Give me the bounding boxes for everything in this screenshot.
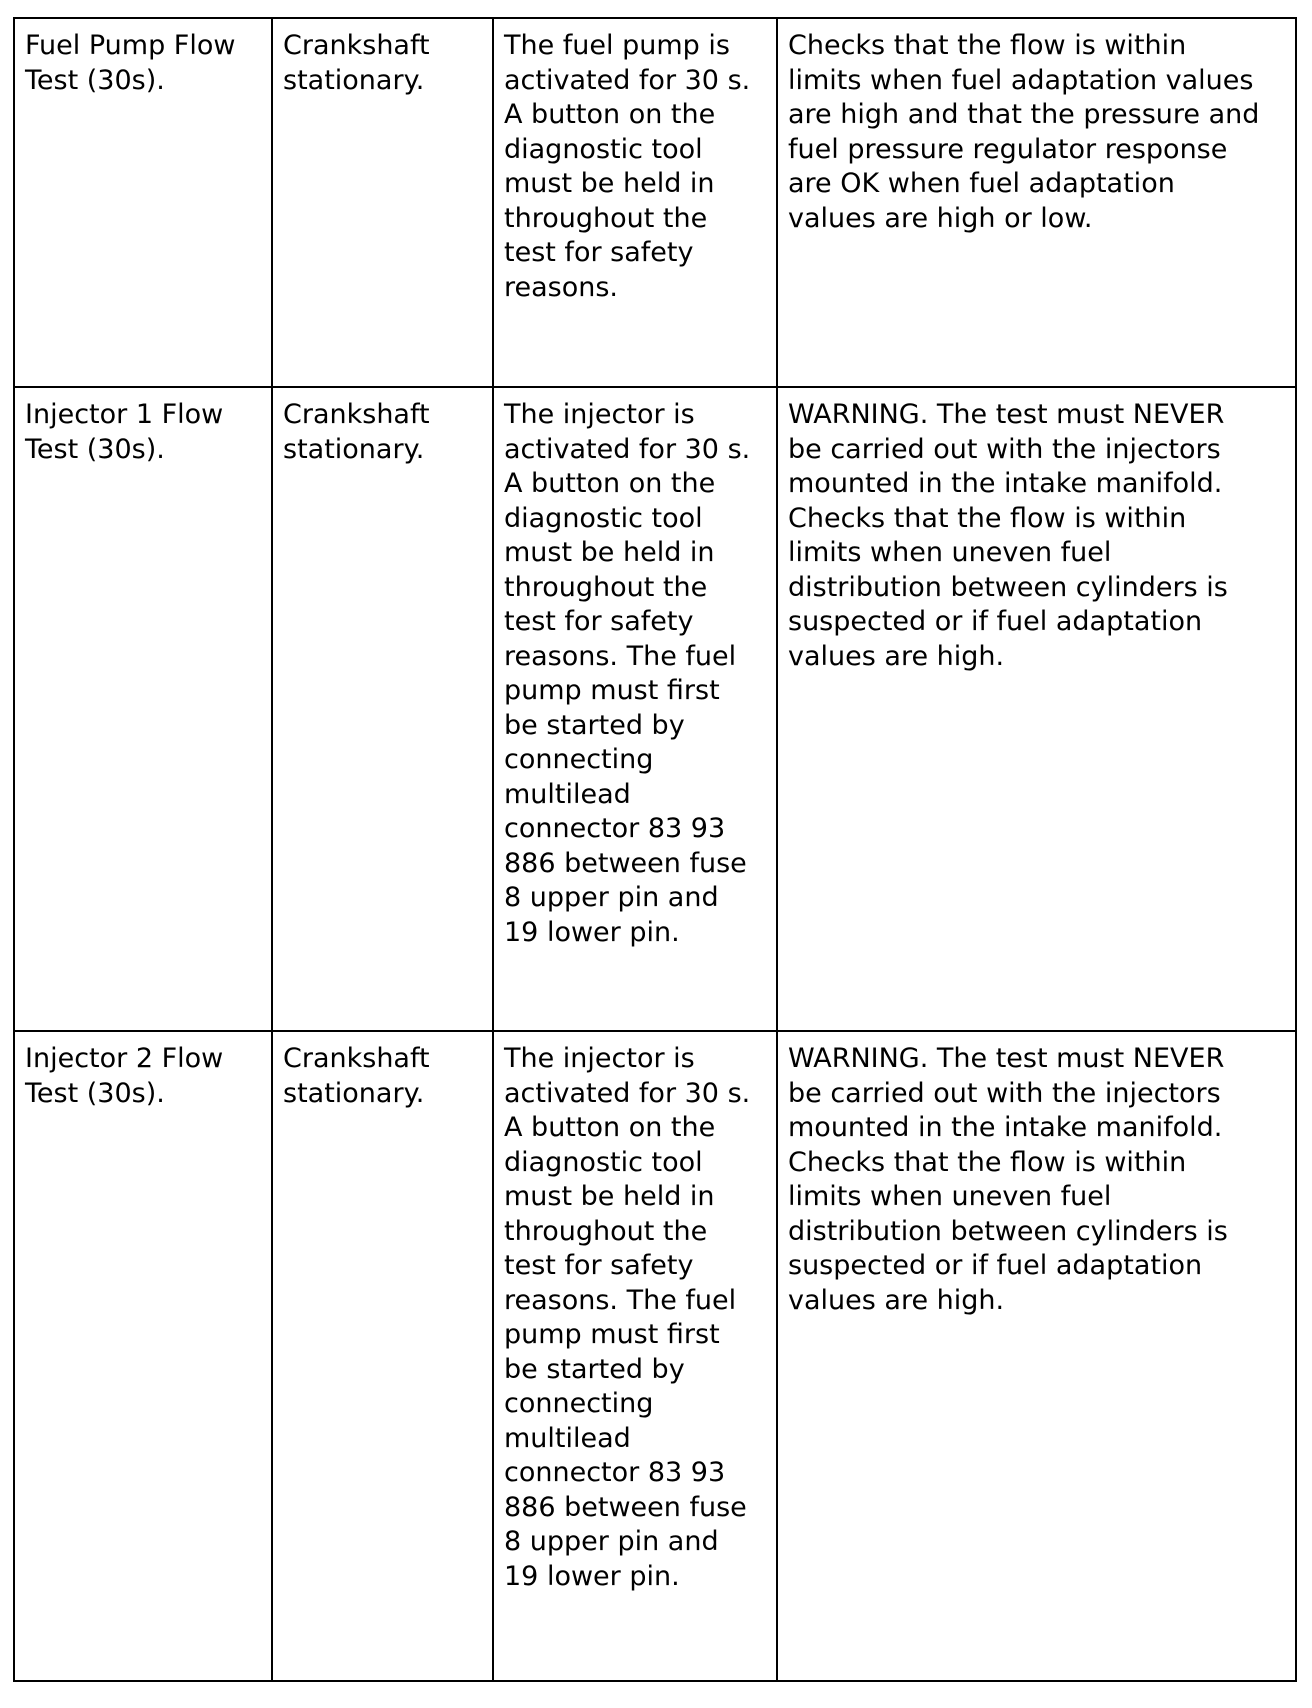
condition-cell: Crankshaft stationary. — [272, 387, 493, 1031]
test-name-cell: Injector 2 Flow Test (30s). — [14, 1031, 272, 1681]
test-procedure-table — [13, 17, 1297, 1682]
purpose-cell: WARNING. The test must NEVER be carried out with the injectors mounted in the intake manifold. Checks that the flow is within limits when uneven fuel distribution between cylinders is suspected or if fuel adaptation values are high. — [777, 387, 1296, 1031]
purpose-cell: Checks that the flow is within limits when fuel adaptation values are high and that the pressure and fuel pressure regulator response are OK when fuel adaptation values are high or low. — [777, 18, 1296, 387]
condition-cell: Crankshaft stationary. — [272, 1031, 493, 1681]
table-row — [14, 1031, 1296, 1681]
test-name-cell: Injector 1 Flow Test (30s). — [14, 387, 272, 1031]
table-row — [14, 18, 1296, 387]
procedure-cell: The fuel pump is activated for 30 s. A button on the diagnostic tool must be held in throughout the test for safety reasons. — [493, 18, 777, 387]
purpose-cell: WARNING. The test must NEVER be carried out with the injectors mounted in the intake manifold. Checks that the flow is within limits when uneven fuel distribution between cylinders is suspected or if fuel adaptation values are high. — [777, 1031, 1296, 1681]
test-name-cell: Fuel Pump Flow Test (30s). — [14, 18, 272, 387]
procedure-cell: The injector is activated for 30 s. A button on the diagnostic tool must be held in throughout the test for safety reasons. The fuel pump must first be started by connecting multilead connector 83 93 886 between fuse 8 upper pin and 19 lower pin. — [493, 387, 777, 1031]
table-row — [14, 387, 1296, 1031]
procedure-cell: The injector is activated for 30 s. A button on the diagnostic tool must be held in throughout the test for safety reasons. The fuel pump must first be started by connecting multilead connector 83 93 886 between fuse 8 upper pin and 19 lower pin. — [493, 1031, 777, 1681]
condition-cell: Crankshaft stationary. — [272, 18, 493, 387]
